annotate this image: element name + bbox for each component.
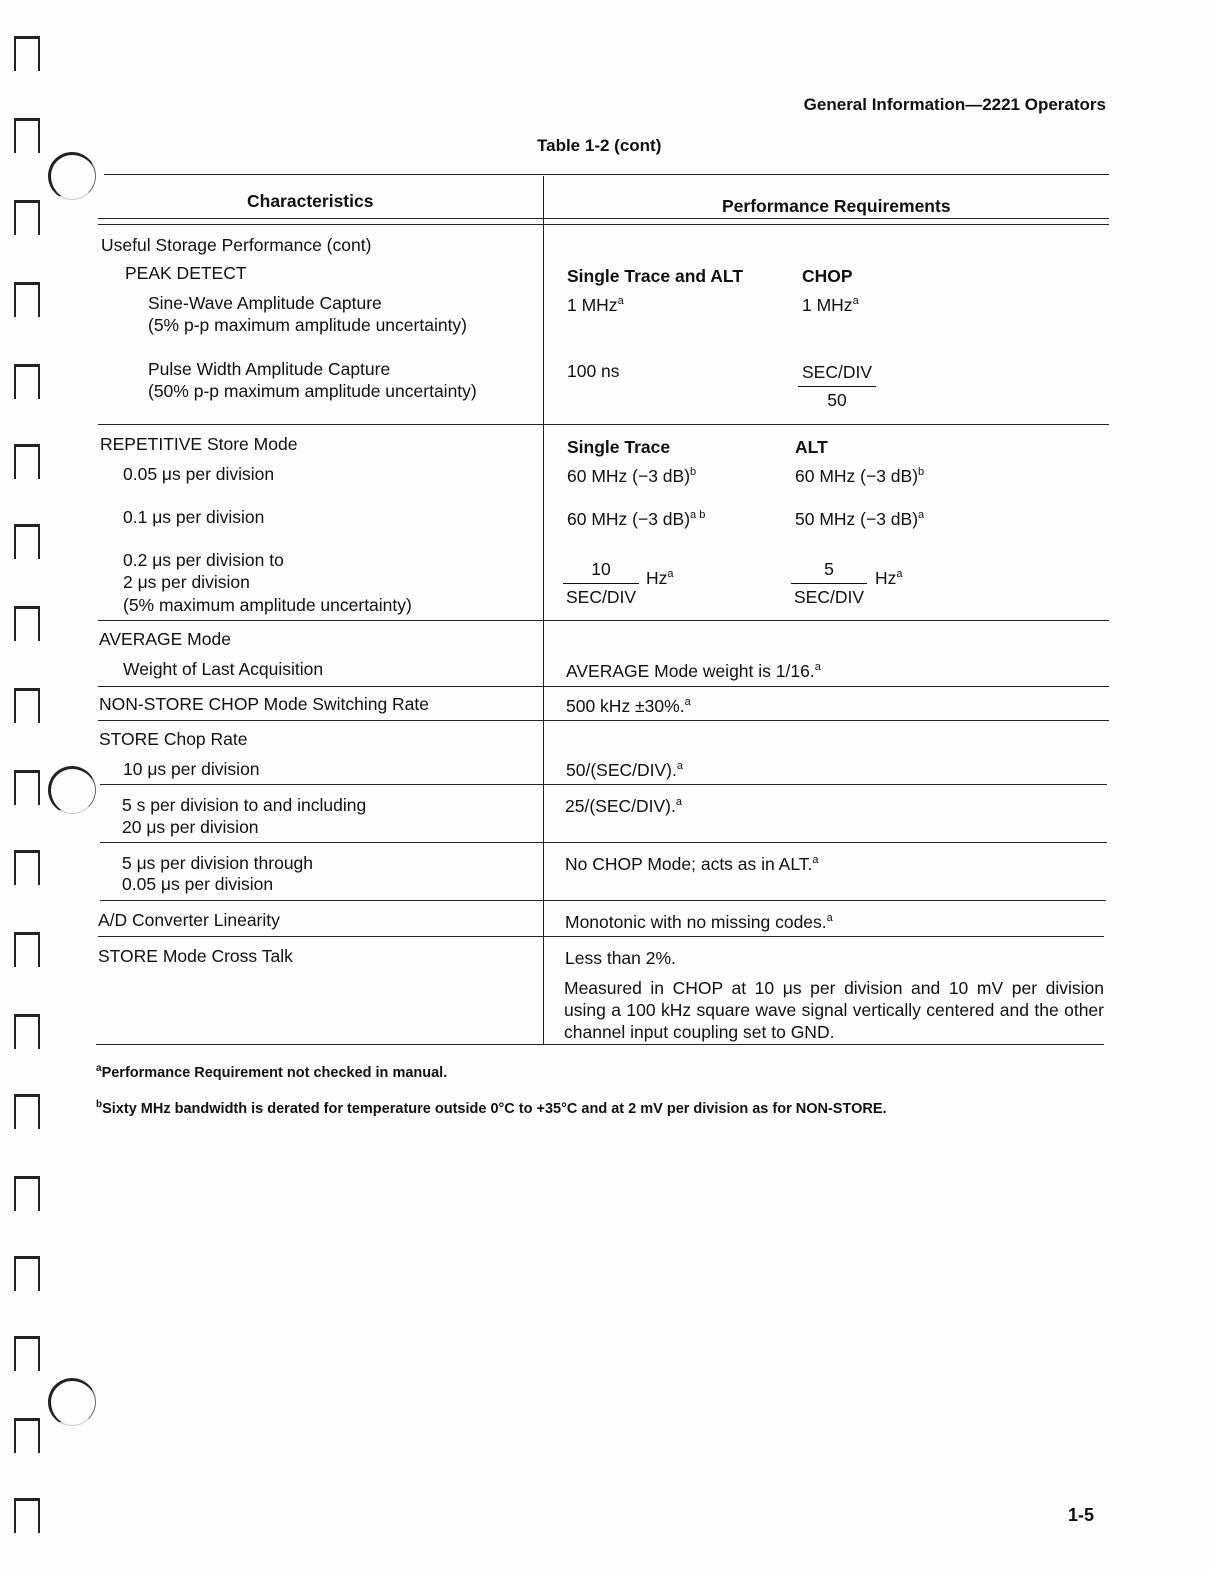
- footnote-mark: b: [690, 466, 697, 479]
- unit-label: Hz$^a$: [646, 568, 674, 588]
- unit-label: Hz$^a$: [875, 568, 903, 588]
- value-detail: Measured in CHOP at 10 μs per division and 10 mV per division using a 100 kHz square wave signal vertically centered and the other channel input coupling set to GND.: [564, 978, 1104, 1042]
- footnote-mark: a: [896, 568, 903, 581]
- row-label: 5 μs per division through: [122, 853, 314, 873]
- fraction: [791, 559, 867, 608]
- value-cell: 100 ns: [567, 361, 620, 381]
- denominator: SEC/DIV: [565, 587, 637, 607]
- rule-header-1: [98, 218, 1109, 219]
- rule-bottom: [96, 1044, 1104, 1045]
- binder-tab: [14, 524, 40, 559]
- row-label: NON-STORE CHOP Mode Switching Rate: [99, 694, 430, 714]
- footnote-mark: a: [676, 760, 683, 773]
- punch-hole: [48, 152, 96, 200]
- binder-tab: [14, 364, 40, 399]
- value-cell: No CHOP Mode; acts as in ALT.$^a$: [565, 854, 819, 874]
- row-label: (5% maximum amplitude uncertainty): [123, 595, 412, 615]
- page-number: 1-5: [1068, 1505, 1095, 1525]
- row-label: 20 μs per division: [122, 817, 259, 837]
- value-cell: 60 MHz (−3 dB)$^b$: [795, 466, 925, 486]
- value-cell: 1 MHz$^a$: [567, 295, 624, 315]
- value-cell: 1 MHz$^a$: [802, 295, 859, 315]
- section-title: STORE Chop Rate: [99, 729, 248, 749]
- binder-tab: [14, 1498, 40, 1533]
- column-divider: [543, 176, 544, 1044]
- binder-tab: [14, 1418, 40, 1453]
- section-title: Useful Storage Performance (cont): [101, 235, 372, 255]
- row-label: 0.05 μs per division: [123, 464, 275, 484]
- value-cell: 50/(SEC/DIV).$^a$: [566, 760, 683, 780]
- value-cell: 60 MHz (−3 dB)$^a$ $^b$: [567, 509, 706, 529]
- binder-tab: [14, 1014, 40, 1049]
- footnote-mark: a: [814, 661, 821, 674]
- rule: [98, 936, 1104, 937]
- binder-tab: [14, 688, 40, 723]
- row-label: STORE Mode Cross Talk: [98, 946, 293, 966]
- rule: [100, 842, 1107, 843]
- value-cell: 500 kHz ±30%.$^a$: [566, 696, 691, 716]
- binder-tab: [14, 1176, 40, 1211]
- binder-tab: [14, 1094, 40, 1129]
- fraction: [563, 559, 639, 608]
- binder-tab: [14, 1256, 40, 1291]
- rule: [98, 720, 1109, 721]
- footnote-mark: a: [812, 854, 819, 867]
- table-title: Table 1-2 (cont): [537, 136, 662, 155]
- footnote-mark: a: [667, 568, 674, 581]
- column-header-performance: Performance Requirements: [722, 196, 951, 216]
- footnote-mark: a: [96, 1063, 102, 1075]
- binder-tab: [14, 118, 40, 153]
- value-cell: AVERAGE Mode weight is 1/16.$^a$: [566, 661, 821, 681]
- numerator: 10: [563, 559, 639, 584]
- value-cell: Monotonic with no missing codes.$^a$: [565, 912, 833, 932]
- row-label: Sine-Wave Amplitude Capture: [148, 293, 382, 313]
- denominator: SEC/DIV: [793, 587, 865, 607]
- binder-tab: [14, 770, 40, 805]
- value-cell: Less than 2%.: [565, 948, 676, 968]
- row-label: Weight of Last Acquisition: [123, 659, 324, 679]
- footnote-mark: a: [684, 696, 691, 709]
- footnote-a: $^a$Performance Requirement not checked in manual.: [96, 1063, 448, 1081]
- subsection-title: PEAK DETECT: [125, 263, 247, 283]
- row-label: 0.05 μs per division: [122, 874, 274, 894]
- footnote-mark: a: [918, 509, 925, 522]
- column-header-characteristics: Characteristics: [247, 191, 374, 211]
- rule: [98, 620, 1109, 621]
- row-label: Pulse Width Amplitude Capture: [148, 359, 391, 379]
- row-label: 2 μs per division: [123, 572, 250, 592]
- rule: [98, 424, 1109, 425]
- row-label: 0.1 μs per division: [123, 507, 265, 527]
- fraction: [798, 362, 876, 411]
- binder-tab: [14, 850, 40, 885]
- footnote-mark: b: [96, 1099, 103, 1111]
- section-title: AVERAGE Mode: [99, 629, 231, 649]
- rule-header-2: [98, 224, 1109, 225]
- value-cell: 50 MHz (−3 dB)$^a$: [795, 509, 925, 529]
- numerator: 5: [791, 559, 867, 584]
- footnote-mark: a: [852, 295, 859, 308]
- footnote-mark: a: [675, 796, 682, 809]
- binder-tab: [14, 606, 40, 641]
- footnote-mark: a: [617, 295, 624, 308]
- value-cell: 25/(SEC/DIV).$^a$: [565, 796, 682, 816]
- rule: [100, 900, 1106, 901]
- punch-hole: [48, 1378, 96, 1426]
- binder-tab: [14, 1336, 40, 1371]
- punch-hole: [48, 766, 96, 814]
- row-label: 0.2 μs per division to: [123, 550, 284, 570]
- rule: [100, 784, 1107, 785]
- binder-tab: [14, 932, 40, 967]
- subheader: CHOP: [802, 266, 853, 286]
- row-label: 5 s per division to and including: [122, 795, 367, 815]
- value-cell: 60 MHz (−3 dB)$^b$: [567, 466, 697, 486]
- footnote-mark: a: [690, 509, 697, 522]
- rule-top: [104, 174, 1109, 175]
- footnote-mark: b: [699, 509, 706, 522]
- binder-tab: [14, 444, 40, 479]
- binder-tab: [14, 200, 40, 235]
- row-label: 10 μs per division: [123, 759, 260, 779]
- row-label: (5% p-p maximum amplitude uncertainty): [148, 315, 468, 335]
- rule: [98, 686, 1109, 687]
- section-title: REPETITIVE Store Mode: [100, 434, 298, 454]
- subheader: Single Trace and ALT: [567, 266, 744, 286]
- denominator: 50: [827, 390, 847, 410]
- running-title: General Information—2221 Operators: [803, 95, 1106, 114]
- row-label: A/D Converter Linearity: [98, 910, 280, 930]
- binder-tab: [14, 282, 40, 317]
- subheader: ALT: [795, 437, 828, 457]
- numerator: SEC/DIV: [798, 362, 876, 387]
- footnote-b: $^b$Sixty MHz bandwidth is derated for temperature outside 0°C to +35°C and at 2 mV per division as for NON-STORE.: [96, 1099, 887, 1117]
- subheader: Single Trace: [567, 437, 671, 457]
- binder-tab: [14, 36, 40, 71]
- footnote-mark: a: [826, 912, 833, 925]
- row-label: (50% p-p maximum amplitude uncertainty): [148, 381, 477, 401]
- footnote-mark: b: [918, 466, 925, 479]
